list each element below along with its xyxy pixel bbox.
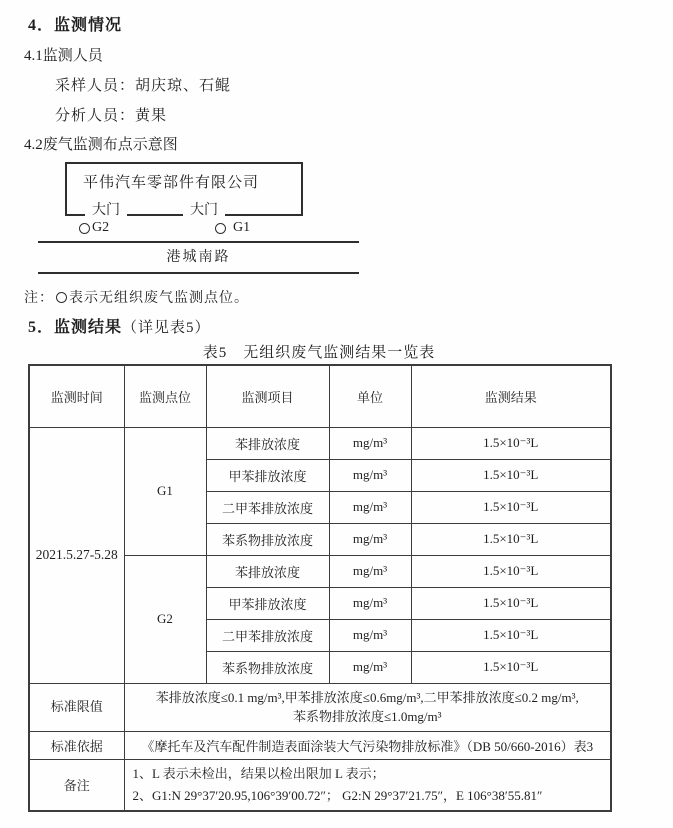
- section42-heading: 4.2废气监测布点示意图: [24, 137, 178, 153]
- section41-heading: 4.1监测人员: [24, 48, 103, 64]
- monitoring-results-table: [28, 364, 612, 812]
- road-top-line: [38, 241, 359, 243]
- table-header-row: [29, 365, 611, 427]
- gate-label-right: 大门: [190, 203, 218, 218]
- gate-label-left: 大门: [92, 203, 120, 218]
- point-g2-label: G2: [92, 220, 110, 235]
- limit-label: 标准限值: [29, 683, 124, 731]
- cell-result: 1.5×10⁻³L: [411, 523, 611, 555]
- cell-item: 甲苯排放浓度: [206, 459, 329, 491]
- monitoring-layout-diagram: [38, 160, 360, 288]
- header-monitor-time: 监测时间: [29, 365, 124, 427]
- monitoring-point-circle-icon: [215, 223, 226, 234]
- limit-content: [124, 683, 611, 731]
- section4-heading: 4．监测情况: [28, 17, 123, 34]
- cell-item: 二甲苯排放浓度: [206, 491, 329, 523]
- remark-line1: 1、L 表示未检出，结果以检出限加 L 表示；: [132, 765, 385, 781]
- monitoring-point-g1: [215, 220, 250, 236]
- section5-heading-rest: （详见表5）: [122, 320, 211, 336]
- cell-item: 苯排放浓度: [206, 555, 329, 587]
- cell-item: 苯系物排放浓度: [206, 523, 329, 555]
- remark-content: [124, 759, 611, 811]
- cell-result: 1.5×10⁻³L: [411, 459, 611, 491]
- table-caption: 表5 无组织废气监测结果一览表: [202, 345, 436, 361]
- cell-result: 1.5×10⁻³L: [411, 427, 611, 459]
- cell-result: 1.5×10⁻³L: [411, 555, 611, 587]
- analysis-personnel-line: 分析人员：黄果: [55, 108, 168, 124]
- basis-label: 标准依据: [29, 731, 124, 759]
- cell-result: 1.5×10⁻³L: [411, 587, 611, 619]
- cell-unit: mg/m³: [329, 427, 411, 459]
- road-bottom-line: [38, 272, 359, 274]
- company-name: 平伟汽车零部件有限公司: [83, 175, 260, 191]
- cell-result: 1.5×10⁻³L: [411, 619, 611, 651]
- point-g1-label: G1: [233, 220, 251, 235]
- standard-basis-row: [29, 731, 611, 759]
- cell-monitor-time: 2021.5.27-5.28: [29, 427, 124, 683]
- cell-unit: mg/m³: [329, 523, 411, 555]
- cell-unit: mg/m³: [329, 587, 411, 619]
- remark-row: [29, 759, 611, 811]
- wall-segment: [65, 214, 85, 216]
- cell-unit: mg/m³: [329, 619, 411, 651]
- standard-limit-row: [29, 683, 611, 731]
- section5-heading: [28, 314, 211, 337]
- cell-unit: mg/m³: [329, 555, 411, 587]
- cell-unit: mg/m³: [329, 651, 411, 683]
- wall-segment: [127, 214, 183, 216]
- header-monitor-item: 监测项目: [206, 365, 329, 427]
- note-prefix: 注：: [24, 291, 54, 306]
- factory-boundary-box: [65, 162, 303, 218]
- remark-label: 备注: [29, 759, 124, 811]
- cell-item: 苯排放浓度: [206, 427, 329, 459]
- cell-unit: mg/m³: [329, 491, 411, 523]
- cell-point-g2: G2: [124, 555, 206, 683]
- wall-segment: [225, 214, 303, 216]
- limit-line2: 苯系物排放浓度≤1.0mg/m³: [292, 709, 442, 724]
- table-row: [29, 427, 611, 459]
- monitoring-point-circle-icon: [79, 223, 90, 234]
- remark-line2: 2、G1:N 29°37′20.95,106°39′00.72″； G2:N 29°37′21.75″，E 106°38′55.81″: [132, 787, 543, 803]
- cell-result: 1.5×10⁻³L: [411, 651, 611, 683]
- monitoring-point-circle-icon: [56, 292, 67, 303]
- cell-item: 二甲苯排放浓度: [206, 619, 329, 651]
- monitoring-point-g2: [79, 220, 109, 236]
- cell-point-g1: G1: [124, 427, 206, 555]
- sampling-personnel-line: 采样人员：胡庆琼、石鲲: [55, 78, 232, 94]
- factory-bottom-edge: [65, 205, 303, 216]
- note-text: 表示无组织废气监测点位。: [69, 291, 249, 306]
- cell-item: 甲苯排放浓度: [206, 587, 329, 619]
- cell-result: 1.5×10⁻³L: [411, 491, 611, 523]
- cell-item: 苯系物排放浓度: [206, 651, 329, 683]
- limit-line1: 苯排放浓度≤0.1 mg/m³,甲苯排放浓度≤0.6mg/m³,二甲苯排放浓度≤0.2 mg/m³,: [155, 689, 579, 705]
- cell-unit: mg/m³: [329, 459, 411, 491]
- basis-content: 《摩托车及汽车配件制造表面涂装大气污染物排放标准》（DB 50/660-2016）表3: [124, 731, 611, 759]
- road-name: 港城南路: [166, 250, 231, 265]
- header-result: 监测结果: [411, 365, 611, 427]
- section5-heading-main: 5．监测结果: [28, 319, 123, 336]
- diagram-note: [24, 287, 249, 307]
- header-unit: 单位: [329, 365, 411, 427]
- header-monitor-point: 监测点位: [124, 365, 206, 427]
